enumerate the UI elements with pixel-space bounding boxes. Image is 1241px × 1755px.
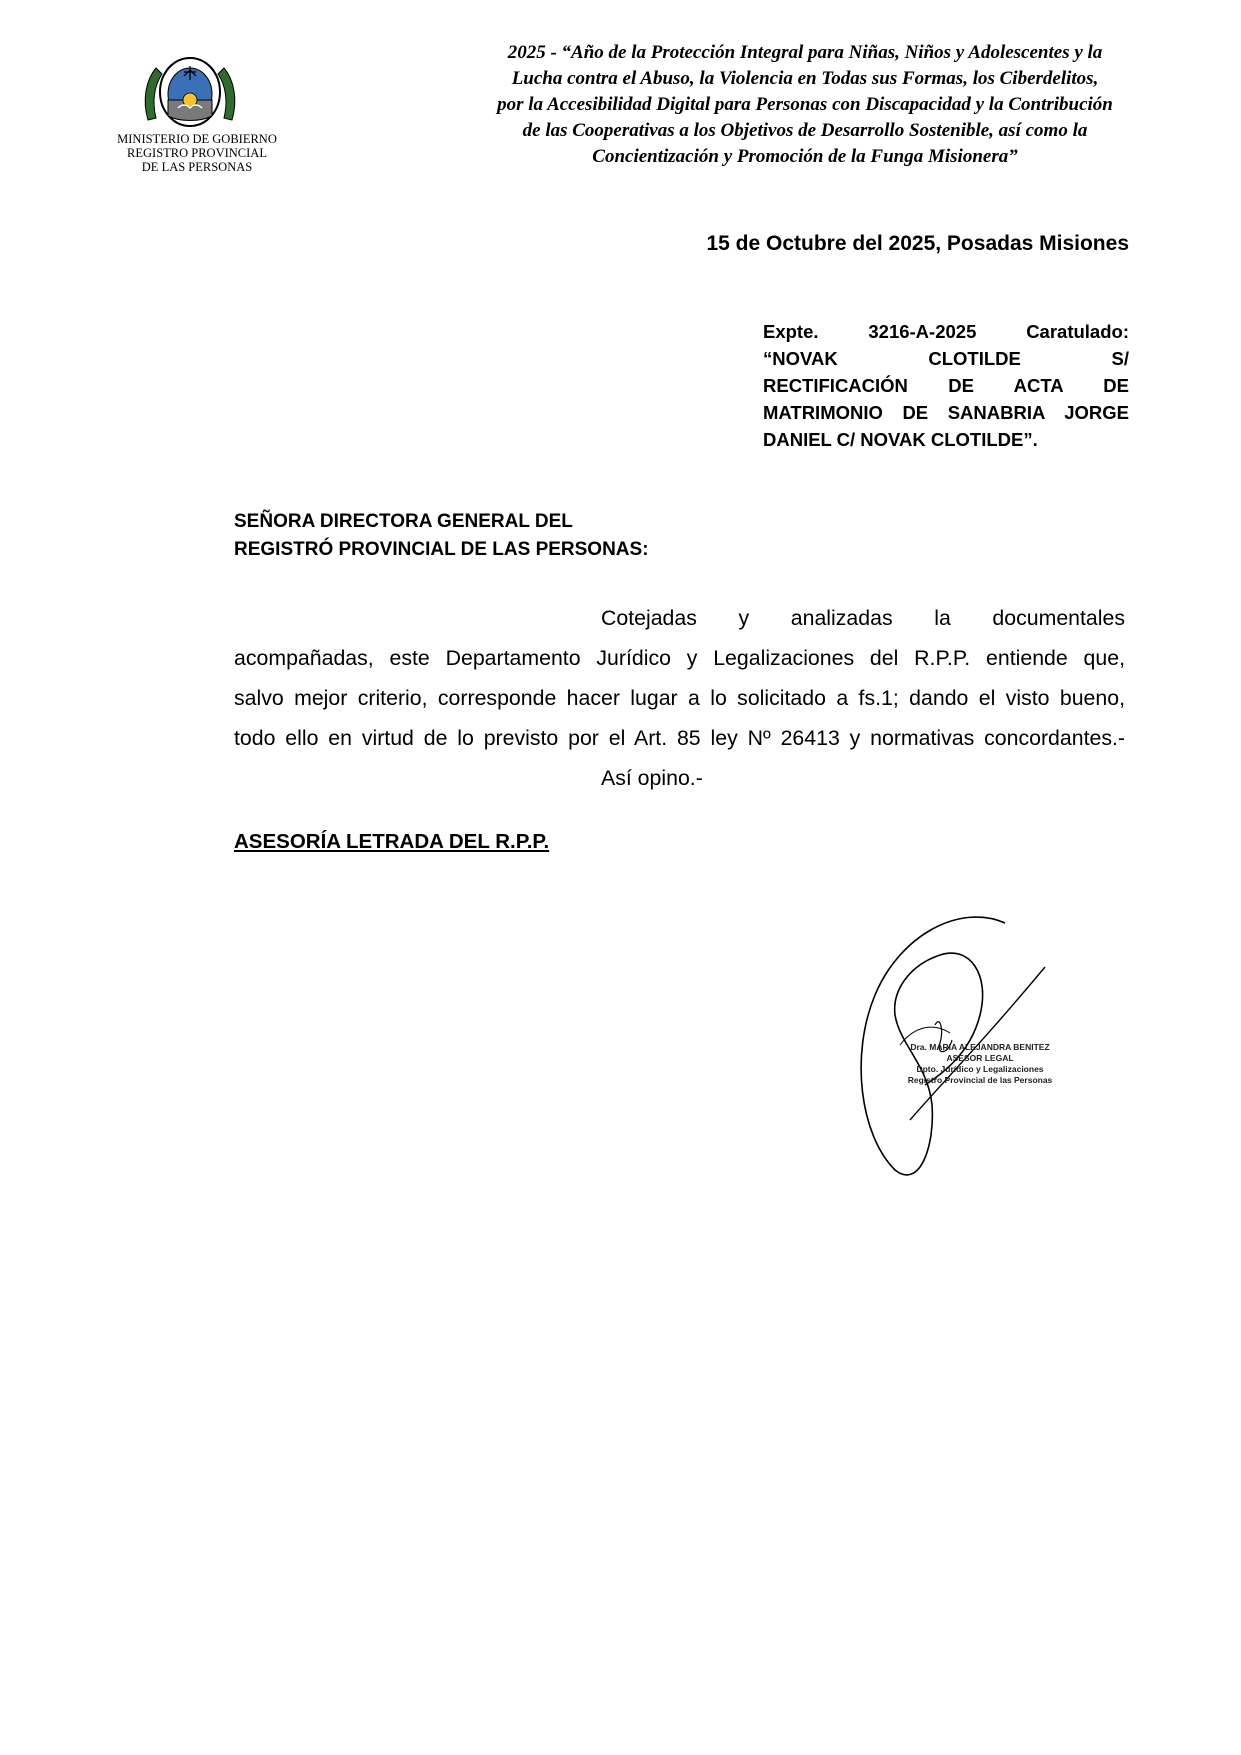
expediente-reference [763,318,1129,453]
expediente-line: MATRIMONIO DE SANABRIA JORGE [763,402,1129,423]
provincial-seal [140,50,240,130]
stamp-line: Dpto. Jurídico y Legalizaciones [916,1064,1044,1074]
expediente-line: Expte. 3216-A-2025 Caratulado: [763,321,1129,342]
motto-line: 2025 - “Año de la Protección Integral para Niñas, Niños y Adolescentes y la [507,42,1103,63]
stamp-line: Registro Provincial de las Personas [907,1075,1053,1085]
motto-line: Concientización y Promoción de la Funga Misionera” [592,146,1018,167]
closing-phrase: Así opino.- [601,766,703,790]
addressee-line: SEÑORA DIRECTORA GENERAL DEL [234,511,573,532]
body-line: todo ello en virtud de lo previsto por el Art. 85 ley Nº 26413 y normativas concordantes.- [234,726,1125,750]
signature-stamp [900,1042,1060,1086]
seal-line: MINISTERIO DE GOBIERNO [117,132,277,146]
opinion-body [234,598,1125,798]
signatory-office: ASESORÍA LETRADA DEL R.P.P. [234,830,550,853]
seal-line: DE LAS PERSONAS [141,160,253,174]
addressee [234,508,649,564]
stamp-line: ASESOR LEGAL [946,1053,1014,1063]
seal-institution-text [112,132,282,174]
year-motto [455,40,1155,170]
stamp-line: Dra. MARIA ALEJANDRA BENITEZ [910,1042,1050,1052]
seal-line: REGISTRO PROVINCIAL [127,146,267,160]
date-location: 15 de Octubre del 2025, Posadas Misiones [706,232,1129,255]
body-line: salvo mejor criterio, corresponde hacer lugar a lo solicitado a fs.1; dando el visto bueno, [234,686,1125,710]
motto-line: por la Accesibilidad Digital para Personas con Discapacidad y la Contribución [497,94,1113,115]
expediente-line: DANIEL C/ NOVAK CLOTILDE”. [763,429,1038,450]
expediente-line: RECTIFICACIÓN DE ACTA DE [763,375,1129,396]
motto-line: Lucha contra el Abuso, la Violencia en Todas sus Formas, los Ciberdelitos, [511,68,1099,89]
motto-line: de las Cooperativas a los Objetivos de Desarrollo Sostenible, así como la [522,120,1088,141]
expediente-line: “NOVAK CLOTILDE S/ [763,348,1129,369]
body-line: Cotejadas y analizadas la documentales [601,606,1125,630]
addressee-line: REGISTRÓ PROVINCIAL DE LAS PERSONAS: [234,539,649,560]
body-line: acompañadas, este Departamento Jurídico y Legalizaciones del R.P.P. entiende que, [234,646,1125,670]
